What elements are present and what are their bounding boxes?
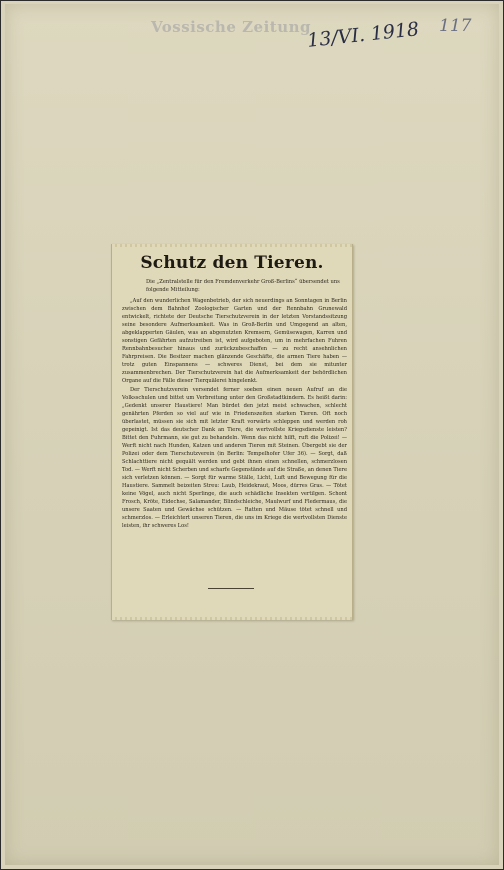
newspaper-clipping — [111, 244, 353, 620]
clipping-headline: Schutz den Tieren. — [140, 253, 324, 273]
clipping-torn-edge-top — [112, 244, 352, 247]
clipping-paragraph-2: Der Tierschutzverein versendet ferner soeben einen neuen Aufruf an die Volksschulen und bittet um Verbreitung unter den Großstadtkindern. Es heißt darin: „Gedenkt unserer Haustiere! Man bürdet den jetzt meist schwachen, schlecht genährten Pferden so viel auf wie in Friedenszeiten starken Tieren. Oft noch überlastet, müssen sie sich mit letzter Kraft vorwärts schleppen und werden roh gepeinigt. Ist das deutscher Dank an Tiere, die wertvollste Kriegsdienste leisten? Bittet den Fuhrmann, sie gut zu behandeln. Wenn das nicht hilft, ruft die Polizei! — Werft nicht nach Hunden, Katzen und anderen Tieren mit Steinen. Übergebt sie der Polizei oder dem Tierschutzverein (in Berlin: Tempelhofer Ufer 36). — Sorgt, daß Schlachttiere nicht gequält werden und gebt ihnen einen schnellen, schmerzlosen Tod. — Werft nicht Scherben und scharfe Gegenstände auf die Straße, an denen Tiere sich verletzen können. — Sorgt für warme Ställe, Licht, Luft und Bewegung für die Haustiere. Sammelt beizeiten Streu: Laub, Heidekraut, Moos, dürres Gras. — Tötet keine Vögel, auch nicht Sperlinge, die auch schädliche Insekten vertilgen. Schont Frosch, Kröte, Eidechse, Salamander, Blindschleiche, Maulwurf und Fledermaus, die unsere Saaten und Gewächse schützen. — Ratten und Mäuse tötet schnell und schmerzlos. — Erleichtert unseren Tieren, die uns im Kriege die wertvollsten Dienste leisten, ihr schweres Los! — [122, 386, 347, 530]
clipping-intro: Die „Zentralstelle für den Fremdenverkehr Groß-Berlins“ übersendet uns folgende Mitteilung: — [146, 279, 340, 293]
clipping-body — [122, 297, 347, 530]
clipping-torn-edge-bottom — [112, 617, 352, 620]
handwritten-date: 13/VI. 1918 — [306, 18, 421, 52]
handwritten-number: 117 — [439, 16, 472, 36]
closing-rule — [208, 588, 254, 589]
newspaper-stamp: Vossische Zeitung — [151, 18, 312, 36]
clipping-paragraph-1: „Auf den wunderlichen Wagenbetrieb, der sich neuerdings an Sonntagen in Berlin zwischen dem Bahnhof Zoologischer Garten und der Rennbahn Grunewald entwickelt, richtete der Deutsche Tierschutzverein in der letzten Vorstandssitzung seine besondere Aufmerksamkeit. Was in Groß-Berlin und Umgegend an alten, abgeklapperten Gäulen, was an abgenutzten Kremsern, Gemüsewagen, Karren und sonstigen Gefährten aufzutreiben ist, wird aufgeboten, um in mehrfachen Fuhren Rennbahnbesucher hinaus und zurückzubeschaffen — zu recht ansehnlichen Fahrpreisen. Die Besitzer machen glänzende Geschäfte, die armen Tiere haben — trotz guten Einspannens — schweres Dienst, bei dem sie mitunter zusammenbrechen. Der Tierschutzverein hat die Aufmerksamkeit der behördlichen Organe auf die Fälle dieser Tierquälerei hingelenkt. — [122, 298, 347, 385]
